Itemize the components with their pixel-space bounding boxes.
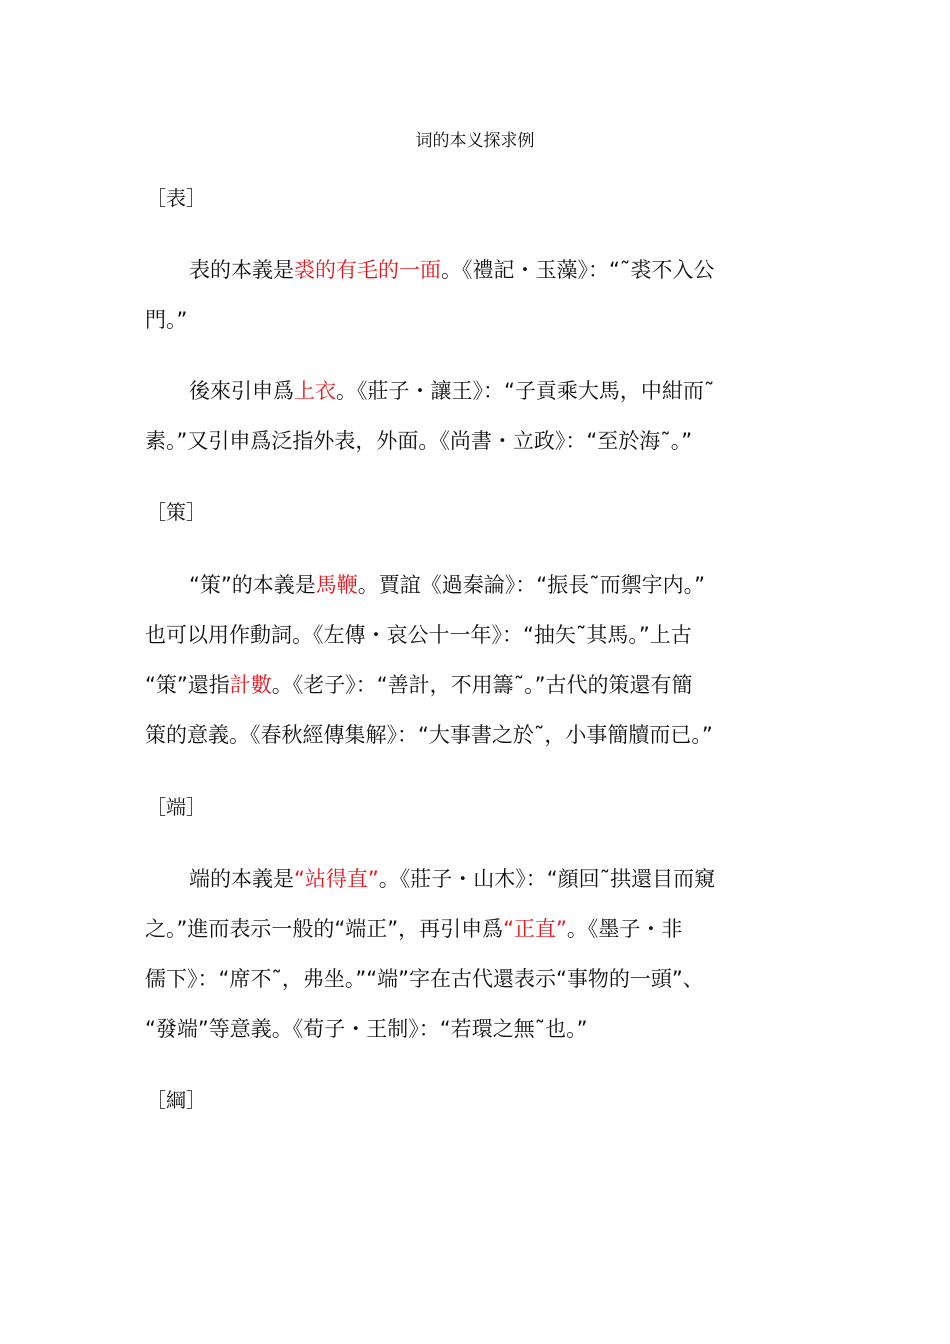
line-text: 後來引申爲 [189,379,294,403]
line-text: 。《老子》：“善計，不用籌˜。”古代的策還有簡 [271,673,693,697]
line-text: 門。” [145,308,188,332]
highlighted-meaning: “正直” [503,917,567,941]
line-text: 端的本義是 [189,867,294,891]
line-text: “策”還指 [145,673,230,697]
section-heading-gang: ［綱］ [146,1088,206,1112]
document-title: 词的本义探求例 [415,131,535,151]
line-text: 。《禮記・玉藻》：“˜裘不入公 [441,258,715,282]
line-text: 。賈誼《過秦論》：“振長˜而禦宇内。” [357,573,706,597]
highlighted-meaning: 馬鞭 [315,573,358,597]
text-line [145,720,713,750]
line-text: 儒下》：“席不˜，弗坐。”“端”字在古代還表示“事物的一頭”、 [145,967,704,991]
line-text: “發端”等意義。《荀子・王制》：“若環之無˜也。” [145,1017,588,1041]
section-heading-biao: ［表］ [146,186,206,210]
text-line [189,255,714,285]
text-line [145,670,693,700]
text-line [145,305,187,335]
line-text: 之。”進而表示一般的“端正”，再引申爲 [145,917,504,941]
line-text: “策”的本義是 [189,573,316,597]
line-text: 素。”又引申爲泛指外表，外面。《尚書・立政》：“至於海˜。” [145,429,693,453]
line-text: 策的意義。《春秋經傳集解》：“大事書之於˜，小事簡牘而已。” [145,723,713,747]
text-line [145,1014,588,1044]
line-text: 。《莊子・讓王》：“子貢乘大馬，中紺而˜ [336,379,715,403]
section-heading-duan: ［端］ [146,795,206,819]
line-text: 。《莊子・山木》：“顔回˜拱還目而窺 [378,867,716,891]
line-text: 表的本義是 [189,258,294,282]
text-line [145,964,704,994]
section-heading-ce: ［策］ [146,500,206,524]
highlighted-meaning: 裘的有毛的一面 [294,258,441,282]
highlighted-meaning: 上衣 [294,379,336,403]
highlighted-meaning: 計數 [229,673,272,697]
text-line [145,620,692,650]
text-line [189,570,705,600]
text-line [189,864,715,894]
text-line [145,426,692,456]
text-line [145,914,682,944]
line-text: 。《墨子・非 [566,917,683,941]
text-line [189,376,714,406]
highlighted-meaning: “站得直” [294,867,379,891]
line-text: 也可以用作動詞。《左傳・哀公十一年》：“抽矢˜其馬。”上古 [145,623,692,647]
